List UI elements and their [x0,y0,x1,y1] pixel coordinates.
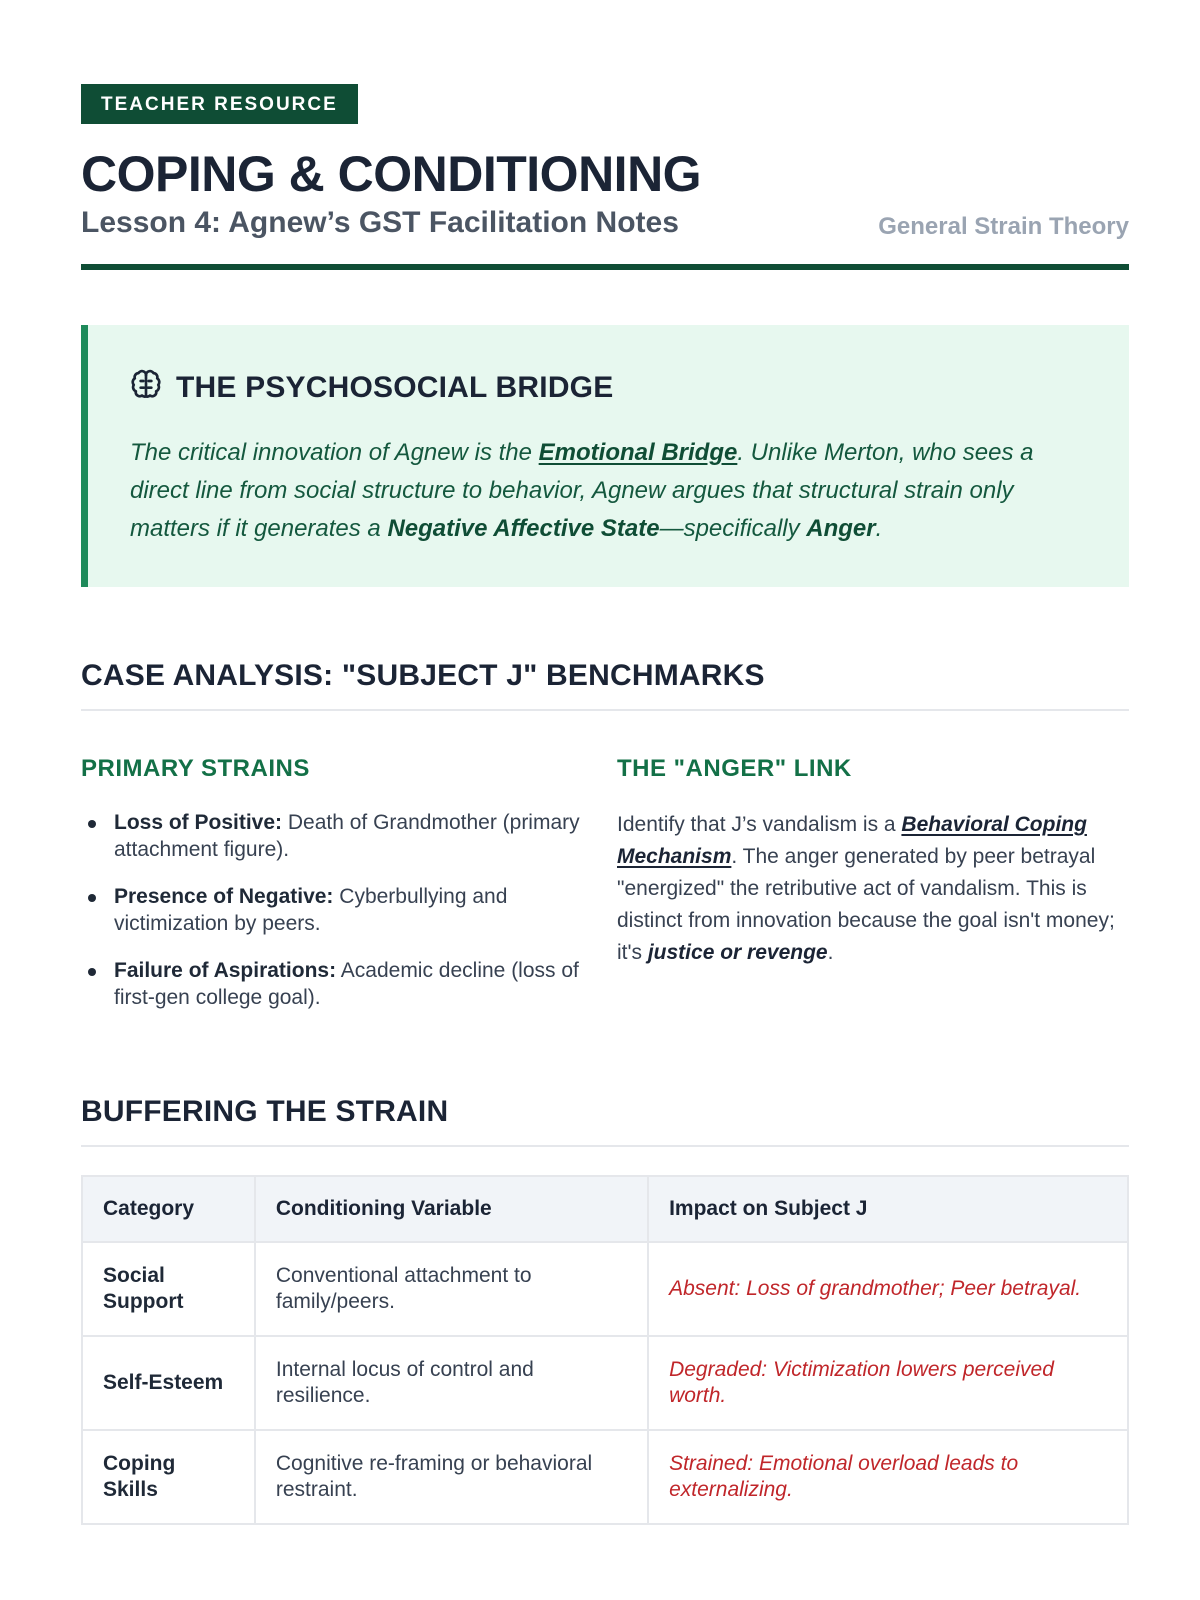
list-item [81,883,617,937]
lesson-subtitle: Lesson 4: Agnew’s GST Facilitation Notes [81,206,679,239]
anger-link-column [617,755,1129,1031]
primary-strains-column [81,755,617,1031]
case-columns [81,755,1129,1031]
strain-label: Loss of Positive: [114,811,283,834]
table-header-row [82,1176,1128,1242]
anger-text: . The anger generated by peer betrayal "energized" the retributive act of vandalism. This is distinct from innovation because the goal isn't money; it's [617,845,1115,964]
impact-cell: Degraded: Victimization lowers perceived worth. [648,1336,1128,1430]
category-cell: Coping Skills [82,1430,255,1524]
anger-link-heading: THE "ANGER" LINK [617,755,852,782]
impact-cell: Strained: Emotional overload leads to externalizing. [648,1430,1128,1524]
callout-text: —specifically [659,515,807,542]
theory-label: General Strain Theory [878,213,1129,240]
strain-text: Cyberbullying and victimization by peers. [114,885,508,935]
anger-link-body [617,809,1129,969]
category-cell: Self-Esteem [82,1336,255,1430]
term-behavioral-coping: Behavioral Coping Mechanism [617,813,1087,868]
strain-text: Death of Grandmother (primary attachment figure). [114,811,580,861]
column-header-impact: Impact on Subject J [648,1176,1128,1242]
resource-tag: TEACHER RESOURCE [81,84,358,124]
primary-strains-heading: PRIMARY STRAINS [81,755,310,782]
anger-text: Identify that J’s vandalism is a [617,813,902,836]
table-row [82,1242,1128,1336]
strain-label: Failure of Aspirations: [114,959,337,982]
variable-cell: Conventional attachment to family/peers. [255,1242,648,1336]
header-divider [81,264,1129,270]
column-header-category: Category [82,1176,255,1242]
callout-body [130,434,1060,548]
column-header-variable: Conditioning Variable [255,1176,648,1242]
anger-text: . [827,941,834,964]
variable-cell: Internal locus of control and resilience. [255,1336,648,1430]
strain-list [81,809,617,1011]
document [81,84,1129,1525]
callout-text: . Unlike Merton, who sees a direct line from social structure to behavior, Agnew argues that structural strain only matters if it generates a [130,439,1034,542]
callout-text: The critical innovation of Agnew is the [130,439,539,466]
strain-label: Presence of Negative: [114,885,334,908]
callout-header [130,369,1089,406]
list-item [81,809,617,863]
table-row [82,1336,1128,1430]
brain-icon [130,369,162,406]
term-anger: Anger [806,515,876,542]
category-cell: Social Support [82,1242,255,1336]
page-title: COPING & CONDITIONING [81,146,702,202]
term-negative-affective-state: Negative Affective State [387,515,660,542]
term-justice-revenge: justice or revenge [647,941,828,964]
buffering-table [81,1175,1129,1525]
buffering-heading: BUFFERING THE STRAIN [81,1095,1129,1147]
callout-text: . [875,515,883,542]
subtitle-row [81,204,1129,242]
table-row [82,1430,1128,1524]
psychosocial-bridge-callout [81,325,1129,587]
callout-title: THE PSYCHOSOCIAL BRIDGE [176,370,614,404]
variable-cell: Cognitive re-framing or behavioral restraint. [255,1430,648,1524]
term-emotional-bridge: Emotional Bridge [538,439,738,466]
list-item [81,957,617,1011]
impact-cell: Absent: Loss of grandmother; Peer betrayal. [648,1242,1128,1336]
case-analysis-heading: CASE ANALYSIS: "SUBJECT J" BENCHMARKS [81,659,1129,711]
strain-text: Academic decline (loss of first-gen college goal). [114,959,579,1009]
